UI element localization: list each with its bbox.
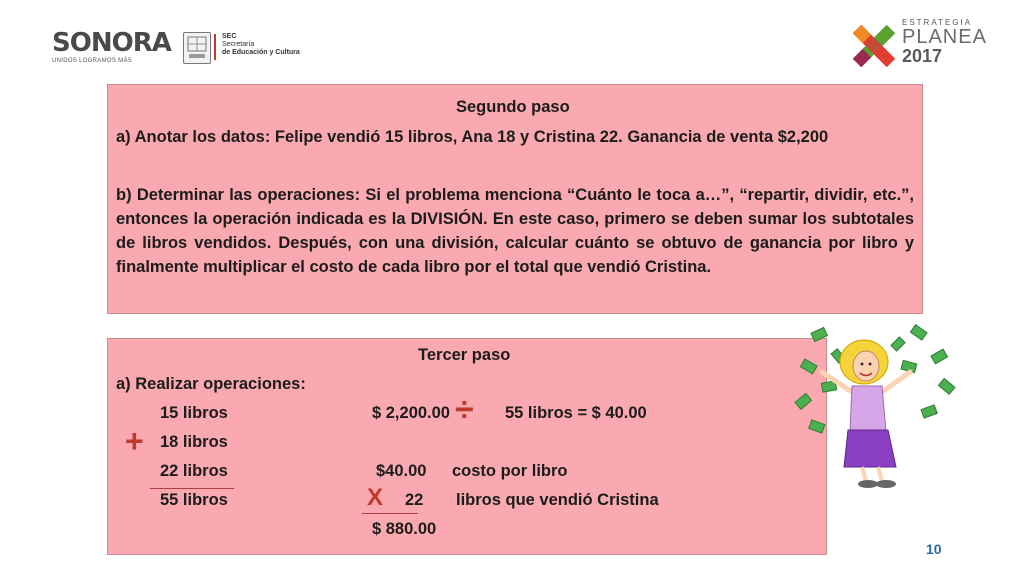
planea-text: ESTRATEGIA PLANEA 2017 [902,18,987,66]
plus-sign: + [125,423,144,459]
sonora-logo [52,30,172,70]
sec-shield-icon [183,32,211,64]
step3-item-a: a) Realizar operaciones: [116,375,306,393]
division-result: 55 libros = $ 40.00 [505,404,647,422]
cost-label: costo por libro [452,462,568,480]
cost-amount: $40.00 [376,462,427,480]
add-row-total: 55 libros [160,491,228,509]
final-amount: $ 880.00 [372,520,437,538]
step2-item-b: b) Determinar las operaciones: Si el problema menciona “Cuánto le toca a…”, “repartir, dividir, etc.”, entonces la operación indicada es la DIVISIÓN. En este caso, primero se deben sumar los subtotales de libros vendidos. Después, con una división, calcular cuánto se obtuvo de ganancia por libro y finalmente multiplicar el costo de cada libro por el total que vendió Cristina. [116,186,914,276]
times-sign: X [367,484,384,511]
step3-title: Tercer paso [418,346,511,364]
step2-item-a: a) Anotar los datos: Felipe vendió 15 libros, Ana 18 y Cristina 22. Ganancia de venta $2,200 [116,128,829,146]
add-row-3: 22 libros [160,462,228,480]
add-row-1: 15 libros [160,404,228,422]
step2-title: Segundo paso [456,98,570,116]
sec-label: SEC Secretaría de Educación y Cultura [222,33,300,56]
add-row-2: 18 libros [160,433,228,451]
times-label: libros que vendió Cristina [456,491,659,509]
sec-divider [214,34,216,60]
page-number: 10 [926,541,942,557]
division-amount: $ 2,200.00 [372,404,450,422]
planea-x-icon [846,14,906,76]
sonora-tagline: UNIDOS LOGRAMOS MÁS [52,58,133,64]
times-amount: 22 [405,491,424,509]
woman-money-illustration [792,322,962,492]
division-sign: ÷ [455,391,474,429]
product-rule [362,513,418,514]
sonora-wordmark: SONORA [52,28,171,58]
